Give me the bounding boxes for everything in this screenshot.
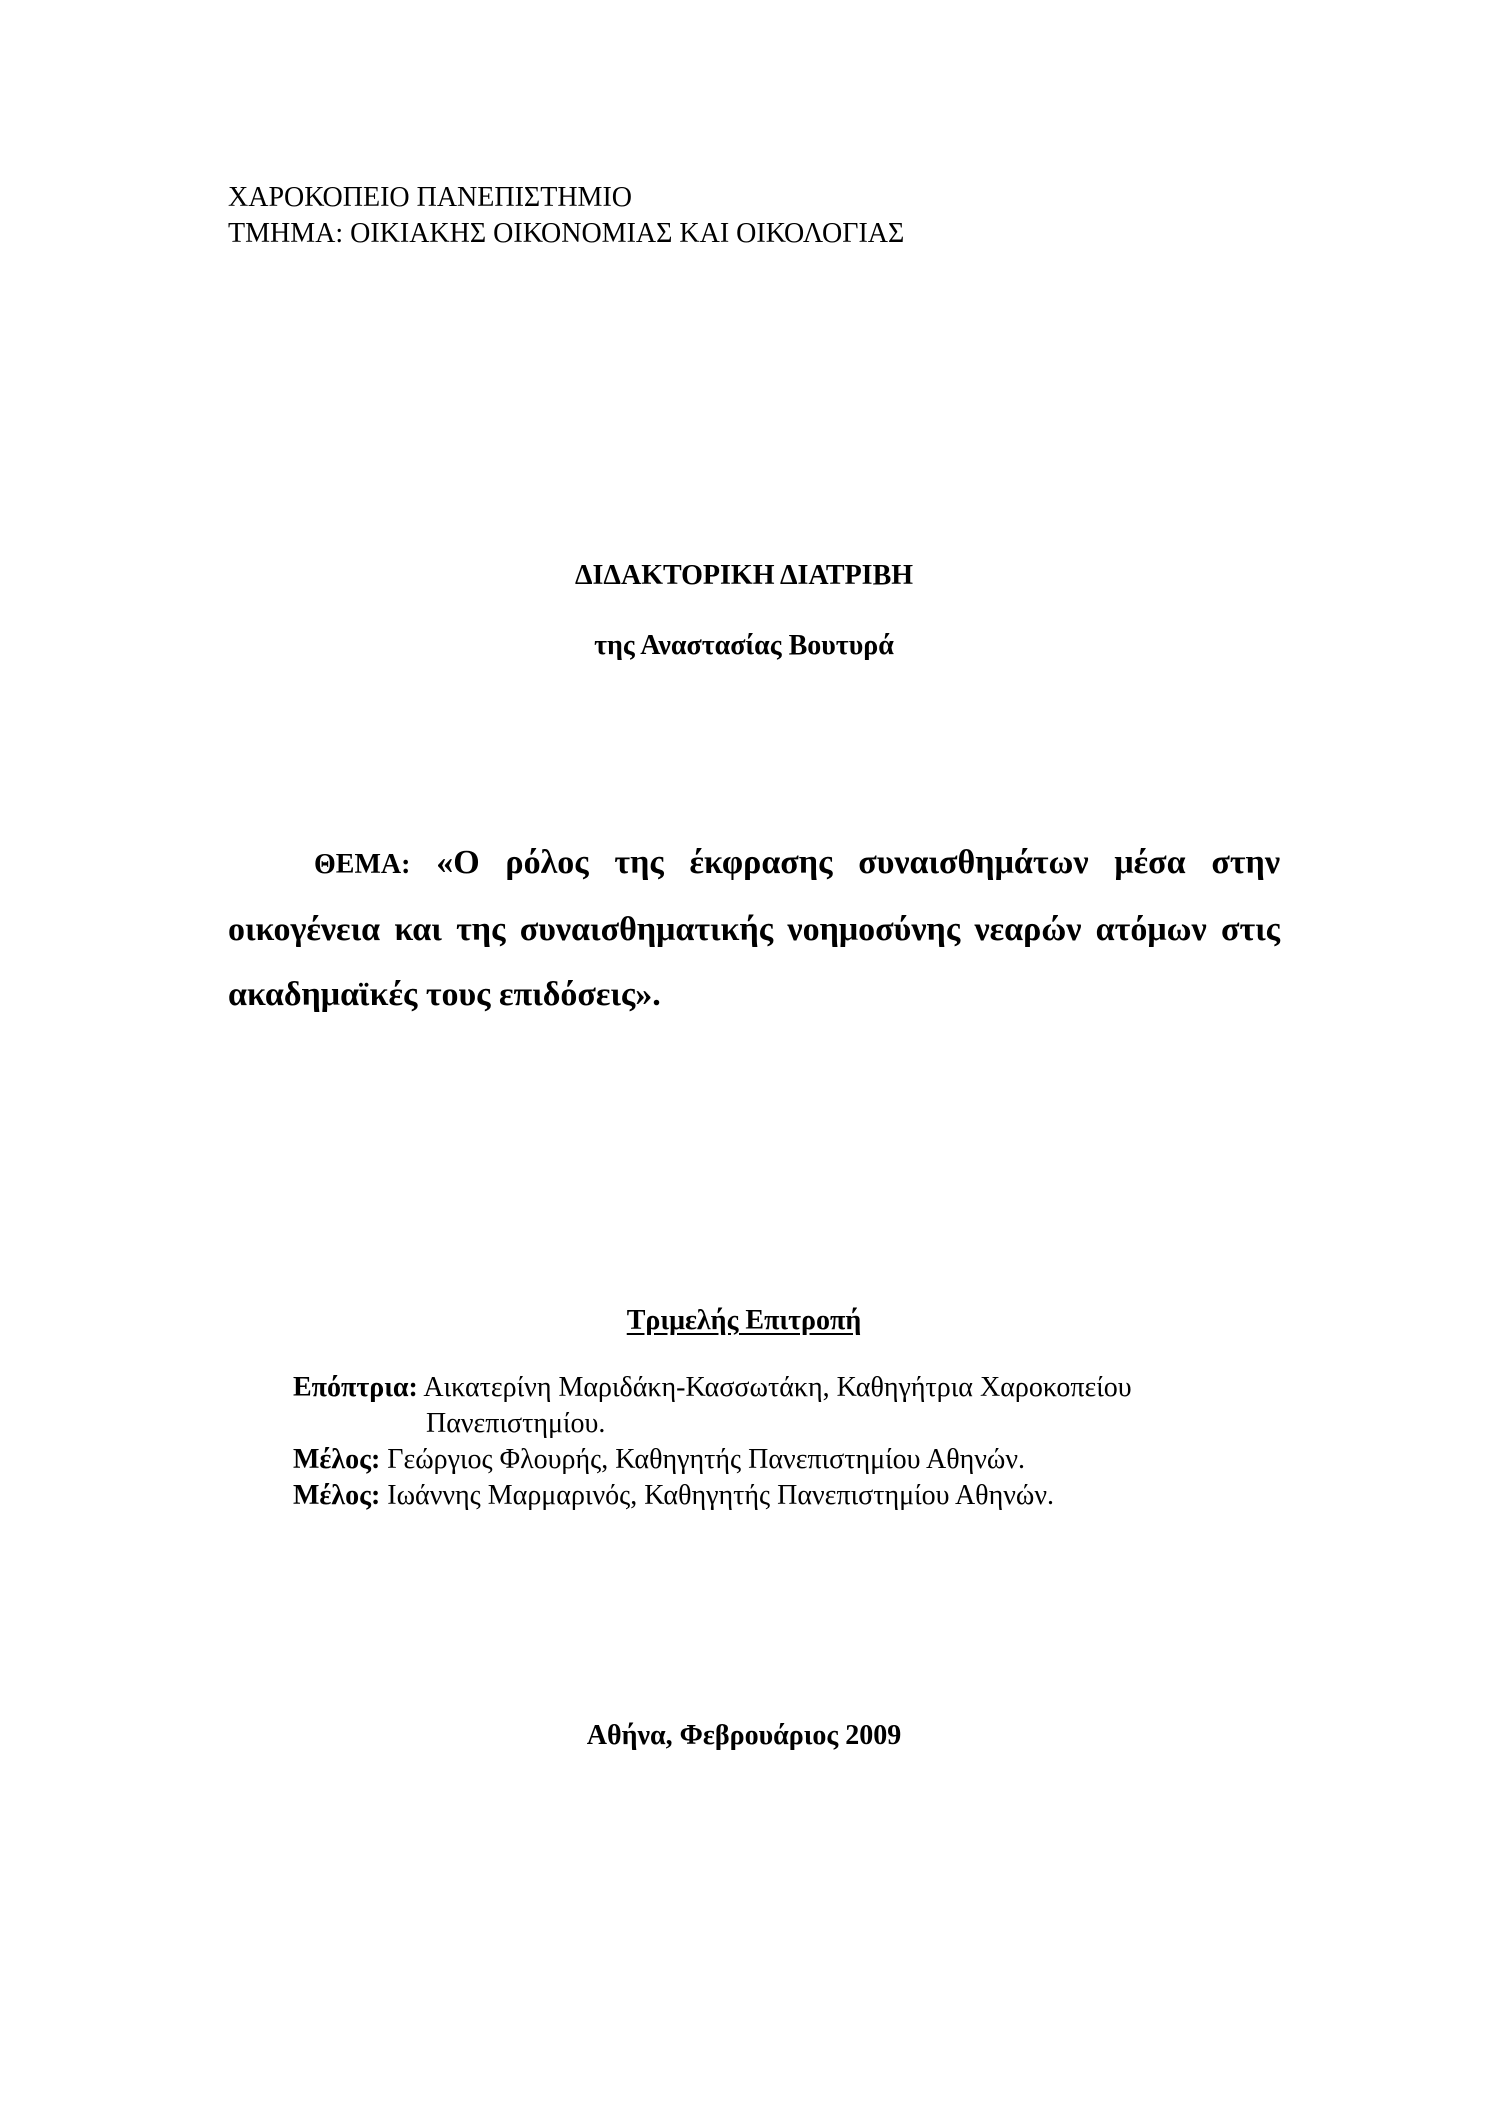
member-1-name: Γεώργιος Φλουρής, Καθηγητής Πανεπιστημίου Αθηνών.	[387, 1444, 1025, 1475]
committee-member-2	[293, 1478, 1213, 1514]
supervisor-name: Αικατερίνη Μαριδάκη-Κασσωτάκη, Καθηγήτρια Χαροκοπείου	[423, 1372, 1132, 1403]
member-2-role: Μέλος:	[293, 1480, 381, 1511]
topic-label: ΘΕΜΑ:	[314, 849, 411, 880]
header	[228, 180, 904, 252]
university-name: ΧΑΡΟΚΟΠΕΙΟ ΠΑΝΕΠΙΣΤΗΜΙΟ	[228, 182, 632, 213]
committee-member-1	[293, 1442, 1213, 1478]
author-line: της Αναστασίας Βουτυρά	[594, 630, 894, 661]
committee-supervisor	[293, 1370, 1213, 1406]
member-1-role: Μέλος:	[293, 1444, 381, 1475]
topic-text: «Ο ρόλος της έκφρασης συναισθημάτων μέσα στην οικογένεια και της συναισθηματικής νοημοσύνης νεαρών ατόμων στις ακαδημαϊκές τους επιδόσεις».	[228, 844, 1281, 1013]
thesis-type: ΔΙΔΑΚΤΟΡΙΚΗ ΔΙΑΤΡΙΒΗ	[574, 560, 914, 591]
place-date: Αθήνα, Φεβρουάριος 2009	[586, 1720, 902, 1751]
supervisor-continuation: Πανεπιστημίου.	[426, 1408, 606, 1439]
committee-title: Τριμελής Επιτροπή	[626, 1305, 862, 1336]
thesis-topic	[228, 830, 1280, 1027]
committee-list	[293, 1370, 1213, 1514]
supervisor-role: Επόπτρια:	[293, 1372, 418, 1403]
member-2-name: Ιωάννης Μαρμαρινός, Καθηγητής Πανεπιστημίου Αθηνών.	[387, 1480, 1054, 1511]
department-name: ΤΜΗΜΑ: ΟΙΚΙΑΚΗΣ ΟΙΚΟΝΟΜΙΑΣ ΚΑΙ ΟΙΚΟΛΟΓΙΑΣ	[228, 218, 905, 249]
